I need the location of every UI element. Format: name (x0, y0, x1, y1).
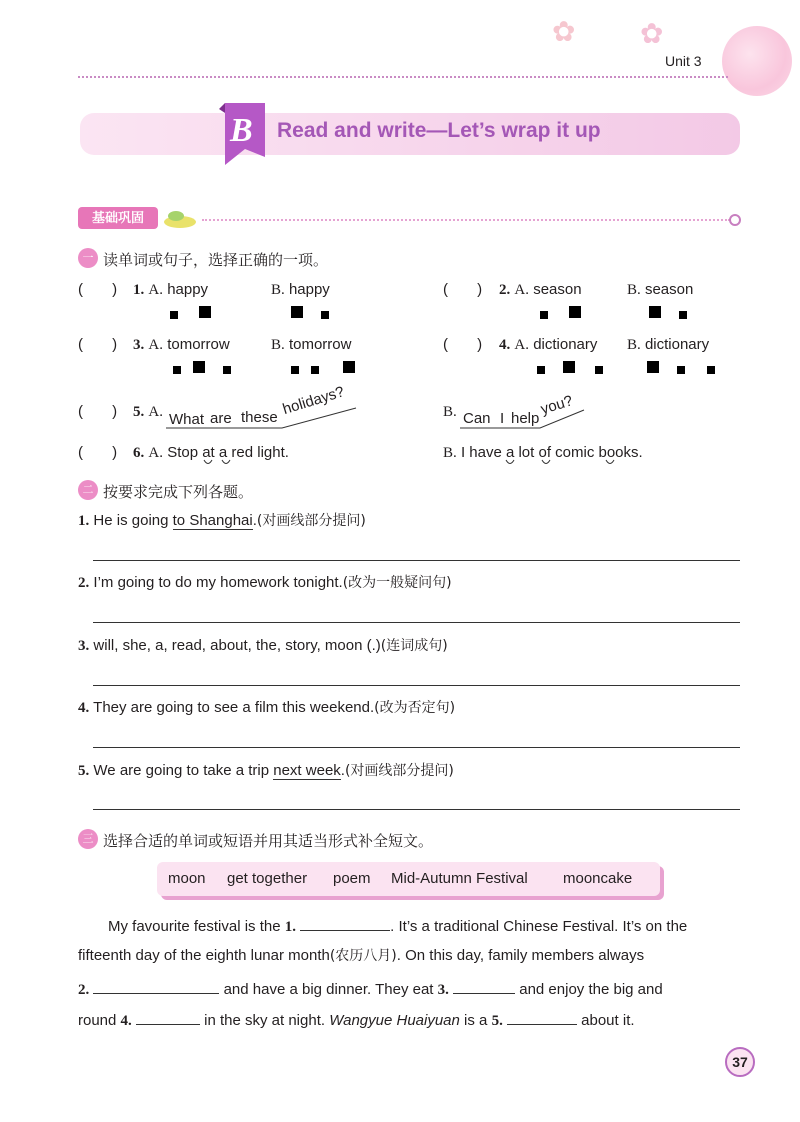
badge-letter: B (230, 112, 253, 149)
question-4-option-b: B. dictionary (627, 336, 710, 353)
intonation-line (166, 406, 362, 430)
stress-mark (540, 311, 548, 319)
stress-mark (223, 366, 231, 374)
blank-5[interactable] (507, 1010, 577, 1025)
stress-mark (537, 366, 545, 374)
basic-practice-tag: 基础巩固 (78, 207, 158, 229)
stress-mark (677, 366, 685, 374)
task-1: 1. He is going to Shanghai.(对画线部分提问) (78, 512, 366, 529)
page-number: 37 (725, 1047, 755, 1077)
passage-line: 2. and have a big dinner. They eat 3. and enjoy the big and (78, 981, 663, 998)
stress-mark (563, 361, 575, 373)
question-6: 6. A. Stop at a red light. (133, 444, 289, 461)
word-bank-item: get together (227, 870, 308, 887)
answer-bracket[interactable]: ( ) (78, 403, 118, 420)
answer-line[interactable] (93, 560, 740, 561)
intonation-word: I (500, 410, 505, 427)
blank-4[interactable] (136, 1010, 200, 1025)
question-3: 3. A. tomorrow (133, 336, 230, 353)
leaf-icon (160, 208, 200, 230)
question-2: 2. A. season (499, 281, 582, 298)
stress-mark (569, 306, 581, 318)
stress-mark (170, 311, 178, 319)
tag-divider (202, 219, 730, 221)
task-5: 5. We are going to take a trip next week.(对画线部分提问) (78, 762, 454, 779)
stress-mark (291, 306, 303, 318)
intonation-word: What (169, 411, 205, 428)
stress-mark (679, 311, 687, 319)
task-3: 3. will, she, a, read, about, the, story, moon (.)(连词成句) (78, 637, 448, 654)
header-divider (78, 76, 728, 78)
section-number-icon: 三 (78, 829, 98, 849)
section-instruction: 读单词或句子，选择正确的一项。 (103, 252, 329, 269)
word-bank-item: moon (168, 870, 206, 887)
question-2-option-b: B. season (627, 281, 694, 298)
stress-mark (343, 361, 355, 373)
intonation-word: help (511, 410, 540, 427)
question-1: 1. A. happy (133, 281, 209, 298)
passage-line: fifteenth day of the eighth lunar month(农历八月). On this day, family members always (78, 947, 645, 964)
section-number-icon: 一 (78, 248, 98, 268)
answer-line[interactable] (93, 747, 740, 748)
stress-mark (321, 311, 329, 319)
unit-label: Unit 3 (665, 53, 702, 69)
stress-mark (707, 366, 715, 374)
answer-bracket[interactable]: ( ) (443, 336, 483, 353)
stress-mark (193, 361, 205, 373)
passage-line: My favourite festival is the 1. . It’s a traditional Chinese Festival. It’s on the (108, 918, 688, 935)
answer-line[interactable] (93, 685, 740, 686)
intonation-word: holidays? (280, 383, 347, 419)
flower-decoration: ✿ (640, 18, 664, 49)
stress-mark (311, 366, 319, 374)
intonation-word: Can (463, 410, 491, 427)
section-instruction: 选择合适的单词或短语并用其适当形式补全短文。 (103, 833, 434, 850)
banner-title: Read and write—Let’s wrap it up (277, 119, 601, 142)
blank-2[interactable] (93, 979, 219, 994)
word-bank-item: mooncake (563, 870, 633, 887)
question-6-option-b: B. I have a lot of comic books. (443, 444, 643, 461)
answer-bracket[interactable]: ( ) (78, 336, 118, 353)
passage-line: round 4. in the sky at night. Wangyue Huaiyuan is a 5. about it. (78, 1012, 635, 1029)
task-2: 2. I’m going to do my homework tonight.(改为一般疑问句) (78, 574, 452, 591)
word-bank-item: poem (333, 870, 371, 887)
flower-decoration: ✿ (552, 16, 576, 47)
answer-bracket[interactable]: ( ) (78, 281, 118, 298)
answer-bracket[interactable]: ( ) (78, 444, 118, 461)
ring-icon (729, 214, 741, 226)
stress-mark (647, 361, 659, 373)
liaison-marks (190, 458, 250, 468)
answer-bracket[interactable]: ( ) (443, 281, 483, 298)
question-1-option-b: B. happy (271, 281, 330, 298)
answer-line[interactable] (93, 622, 740, 623)
intonation-line (460, 406, 588, 430)
stress-mark (595, 366, 603, 374)
blank-1[interactable] (300, 916, 390, 931)
intonation-word: are (210, 410, 232, 427)
pink-circle-decoration (722, 26, 792, 96)
question-3-option-b: B. tomorrow (271, 336, 352, 353)
word-bank-item: Mid-Autumn Festival (391, 870, 528, 887)
stress-mark (649, 306, 661, 318)
question-5-number: 5. A. (133, 404, 164, 420)
section-number-icon: 二 (78, 480, 98, 500)
blank-3[interactable] (453, 979, 515, 994)
section-instruction: 按要求完成下列各题。 (103, 484, 254, 501)
stress-mark (199, 306, 211, 318)
intonation-word: these (241, 409, 278, 426)
stress-mark (291, 366, 299, 374)
intonation-word: you? (538, 392, 575, 419)
task-4: 4. They are going to see a film this weekend.(改为否定句) (78, 699, 456, 716)
question-4: 4. A. dictionary (499, 336, 598, 353)
question-5-option-b-label: B. (443, 404, 457, 420)
stress-mark (173, 366, 181, 374)
liaison-marks (490, 458, 630, 468)
answer-line[interactable] (93, 809, 740, 810)
